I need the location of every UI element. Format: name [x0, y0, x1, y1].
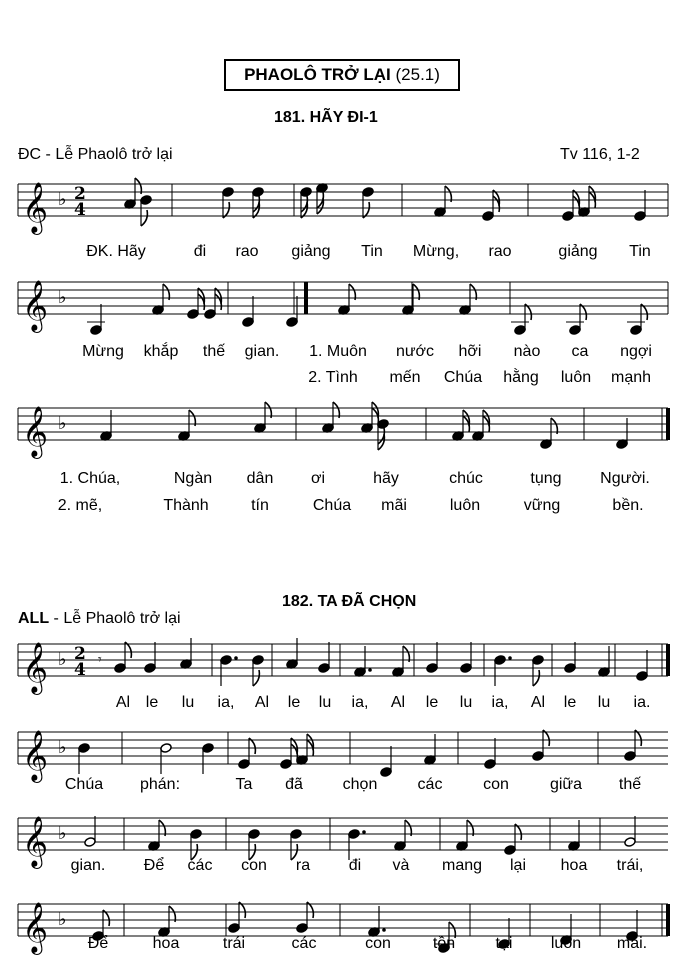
- eighth-rest-icon: 𝄾: [98, 652, 102, 668]
- lyric-syllable: lu: [597, 694, 611, 711]
- note-head: [300, 187, 312, 198]
- lyric-syllable: giảng: [291, 243, 331, 260]
- lyric-syllable: Ngàn: [173, 470, 213, 487]
- note-head: [202, 743, 214, 754]
- note-head: [504, 845, 516, 856]
- note-head: [160, 743, 172, 754]
- lyric-syllable: thế: [202, 343, 226, 360]
- lyric-syllable: tín: [251, 497, 269, 514]
- note-head: [484, 759, 496, 770]
- treble-clef-icon: 𝄞: [22, 182, 49, 233]
- lyric-syllable: ra: [295, 857, 311, 874]
- treble-clef-icon: 𝄞: [22, 280, 49, 331]
- note-head: [362, 187, 374, 198]
- note-head: [204, 309, 216, 320]
- note-head: [238, 759, 250, 770]
- lyric-syllable: mến: [389, 369, 421, 386]
- lyric-syllable: rao: [235, 243, 259, 260]
- note-head: [624, 837, 636, 848]
- note-head: [426, 663, 438, 674]
- note-head: [242, 317, 254, 328]
- note-head: [564, 663, 576, 674]
- page-title-box: [224, 59, 460, 91]
- note-head: [144, 663, 156, 674]
- note-head: [78, 743, 90, 754]
- song2-title: 182. TA ĐÃ CHỌN: [282, 593, 417, 610]
- flat-sign-icon: ♭: [58, 823, 67, 844]
- note-head: [252, 655, 264, 666]
- lyric-syllable: hoa: [560, 857, 588, 874]
- lyric-syllable: mang: [441, 857, 483, 874]
- page-title-date: (25.1): [395, 65, 440, 84]
- lyric-syllable: hằng: [503, 369, 539, 386]
- lyric-syllable: luôn: [560, 369, 592, 386]
- lyric-syllable: phán:: [139, 776, 181, 793]
- note-head: [84, 837, 96, 848]
- note-head: [190, 829, 202, 840]
- treble-clef-icon: 𝄞: [22, 642, 49, 693]
- note-head: [569, 325, 581, 336]
- song2-occasion: [18, 610, 181, 628]
- lyric-syllable: gian.: [244, 343, 280, 360]
- note-head: [482, 211, 494, 222]
- lyric-syllable: ia,: [217, 694, 235, 711]
- lyric-syllable: le: [563, 694, 577, 711]
- lyric-syllable: Chúa: [64, 776, 104, 793]
- note-dot: [382, 928, 386, 932]
- lyric-syllable: khắp: [143, 343, 179, 360]
- lyric-syllable: giảng: [558, 243, 598, 260]
- lyric-syllable: ơi: [310, 470, 326, 487]
- song2-occasion-text: - Lễ Phaolô trở lại: [49, 610, 181, 627]
- note-head: [514, 325, 526, 336]
- note-head: [630, 325, 642, 336]
- lyric-syllable: hãy: [373, 470, 399, 487]
- note-flag: [253, 670, 259, 686]
- note-head: [140, 195, 152, 206]
- lyric-syllable: ia,: [491, 694, 509, 711]
- lyric-syllable: luôn: [449, 497, 481, 514]
- note-head: [90, 325, 102, 336]
- song1-occasion: ĐC - Lễ Phaolô trở lại: [18, 146, 173, 163]
- lyric-syllable: tụng: [530, 470, 562, 487]
- note-head: [636, 671, 648, 682]
- note-head: [318, 663, 330, 674]
- lyric-syllable: Al: [254, 694, 270, 711]
- lyric-syllable: đã: [285, 776, 303, 793]
- note-head: [228, 923, 240, 934]
- lyric-syllable: Tin: [361, 243, 383, 260]
- lyric-syllable: Al: [390, 694, 406, 711]
- lyric-syllable: lu: [318, 694, 332, 711]
- note-flag: [533, 670, 539, 686]
- lyric-syllable: bền.: [612, 497, 644, 514]
- note-head: [532, 751, 544, 762]
- lyric-syllable: giữa: [549, 776, 583, 793]
- note-head: [248, 829, 260, 840]
- lyric-syllable: hoa: [152, 935, 180, 952]
- lyric-syllable: các: [291, 935, 317, 952]
- lyric-syllable: Al: [115, 694, 131, 711]
- flat-sign-icon: ♭: [58, 649, 67, 670]
- lyric-syllable: Mừng: [82, 343, 124, 360]
- lyric-syllable: ia.: [633, 694, 651, 711]
- lyric-syllable: các: [417, 776, 443, 793]
- lyric-syllable: 2. Tình: [308, 369, 358, 386]
- lyric-syllable: le: [425, 694, 439, 711]
- lyric-syllable: hỡi: [458, 343, 482, 360]
- lyric-syllable: Ta: [235, 776, 253, 793]
- lyric-syllable: trái,: [616, 857, 644, 874]
- song1-staff-3: [0, 394, 697, 464]
- lyric-syllable: chúc: [449, 470, 483, 487]
- time-signature-top: 2: [74, 184, 86, 204]
- lyric-syllable: lu: [459, 694, 473, 711]
- flat-sign-icon: ♭: [58, 737, 67, 758]
- note-head: [624, 751, 636, 762]
- lyric-syllable: chọn: [342, 776, 378, 793]
- lyric-syllable: 1. Muôn: [309, 343, 367, 360]
- lyric-syllable: con: [483, 776, 509, 793]
- lyric-syllable: rao: [488, 243, 512, 260]
- lyric-syllable: mãi.: [616, 935, 648, 952]
- lyric-syllable: Tin: [629, 243, 651, 260]
- song1-staff-2: [0, 268, 697, 338]
- note-head: [532, 655, 544, 666]
- flat-sign-icon: ♭: [58, 287, 67, 308]
- lyric-syllable: lại: [509, 857, 527, 874]
- lyric-syllable: vững: [523, 497, 561, 514]
- note-head: [290, 829, 302, 840]
- lyric-syllable: đi: [348, 857, 362, 874]
- lyric-syllable: ca: [571, 343, 589, 360]
- note-dot: [368, 668, 372, 672]
- flat-sign-icon: ♭: [58, 909, 67, 930]
- lyric-syllable: dân: [246, 470, 274, 487]
- note-head: [114, 663, 126, 674]
- lyric-syllable: ia,: [351, 694, 369, 711]
- lyric-syllable: Chúa: [443, 369, 483, 386]
- lyric-syllable: luôn: [550, 935, 582, 952]
- flat-sign-icon: ♭: [58, 413, 67, 434]
- treble-clef-icon: 𝄞: [22, 730, 49, 781]
- treble-clef-icon: 𝄞: [22, 902, 49, 953]
- lyric-syllable: nào: [513, 343, 541, 360]
- song2-occasion-tag: ALL: [18, 610, 50, 627]
- lyric-syllable: và: [392, 857, 410, 874]
- song1-psalm-reference: Tv 116, 1-2: [560, 146, 640, 163]
- note-head: [460, 663, 472, 674]
- note-head: [562, 211, 574, 222]
- lyric-syllable: Người.: [600, 470, 650, 487]
- note-dot: [234, 656, 238, 660]
- note-head: [634, 211, 646, 222]
- lyric-syllable: 1. Chúa,: [59, 470, 121, 487]
- song1-staff-1: [0, 170, 697, 240]
- lyric-syllable: Để: [143, 857, 165, 874]
- song2-staff-1: [0, 630, 697, 700]
- lyric-syllable: le: [145, 694, 159, 711]
- note-head: [252, 187, 264, 198]
- lyric-syllable: ĐK. Hãy: [86, 243, 146, 260]
- page-title: PHAOLÔ TRỞ LẠI: [244, 65, 391, 84]
- lyric-syllable: lu: [181, 694, 195, 711]
- lyric-syllable: thế: [618, 776, 642, 793]
- lyric-syllable: đi: [193, 243, 207, 260]
- note-dot: [362, 830, 366, 834]
- lyric-syllable: trái: [222, 935, 246, 952]
- flat-sign-icon: ♭: [58, 189, 67, 210]
- lyric-syllable: tại: [495, 935, 513, 952]
- lyric-syllable: 2. mẽ,: [57, 497, 103, 514]
- note-head: [222, 187, 234, 198]
- note-head: [280, 759, 292, 770]
- time-signature-bottom: 4: [74, 200, 86, 220]
- lyric-syllable: ngợi: [620, 343, 652, 360]
- note-flag: [141, 210, 147, 226]
- song1-title: 181. HÃY ĐI-1: [274, 109, 378, 126]
- lyric-syllable: nước: [395, 343, 435, 360]
- time-signature-top: 2: [74, 644, 86, 664]
- note-head: [296, 923, 308, 934]
- lyric-syllable: các: [187, 857, 213, 874]
- note-head: [220, 655, 232, 666]
- lyric-syllable: Để: [87, 935, 109, 952]
- note-head: [187, 309, 199, 320]
- note-dot: [508, 656, 512, 660]
- note-head: [380, 767, 392, 778]
- note-head: [348, 829, 360, 840]
- note-head: [494, 655, 506, 666]
- lyric-syllable: gian.: [70, 857, 106, 874]
- time-signature-bottom: 4: [74, 660, 86, 680]
- lyric-syllable: mạnh: [610, 369, 652, 386]
- lyric-syllable: Mừng,: [412, 243, 460, 260]
- lyric-syllable: tồn: [432, 935, 456, 952]
- note-head: [286, 317, 298, 328]
- lyric-syllable: Al: [530, 694, 546, 711]
- lyric-syllable: Thành: [163, 497, 209, 514]
- treble-clef-icon: 𝄞: [22, 816, 49, 867]
- lyric-syllable: mãi: [381, 497, 407, 514]
- treble-clef-icon: 𝄞: [22, 406, 49, 457]
- lyric-syllable: le: [287, 694, 301, 711]
- lyric-syllable: con: [241, 857, 267, 874]
- lyric-syllable: Chúa: [312, 497, 352, 514]
- lyric-syllable: con: [365, 935, 391, 952]
